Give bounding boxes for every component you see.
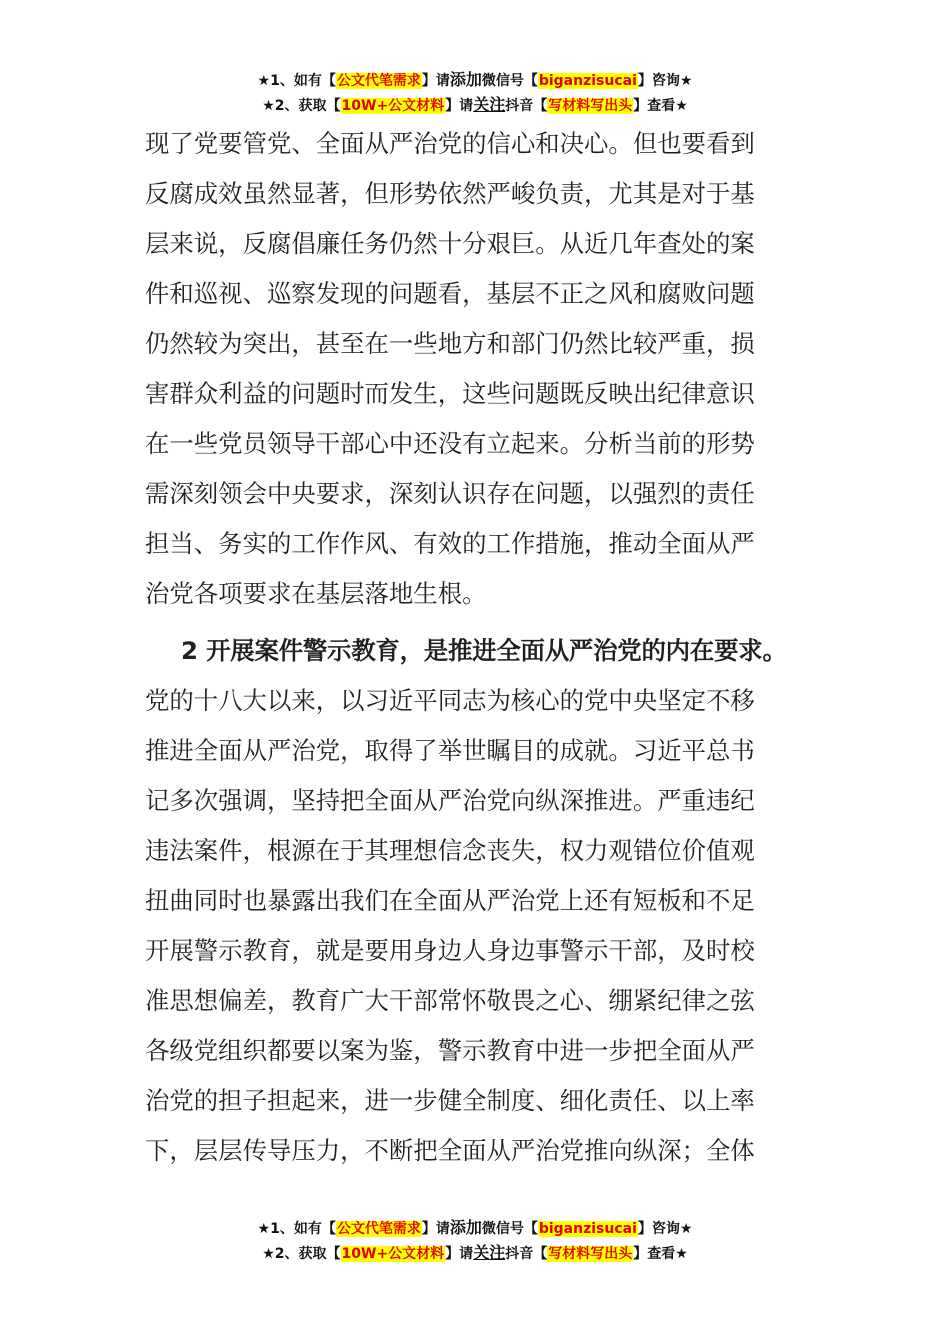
header-emphasis-add: 添加	[449, 70, 482, 89]
paragraph-2-line: 违法案件，根源在于其理想信念丧失，权力观错位价值观	[145, 836, 755, 865]
header-highlight-wechat-id: biganzisucai	[538, 73, 637, 89]
paragraph-2-line: 各级党组织都要以案为鉴，警示教育中进一步把全面从严	[145, 1036, 755, 1065]
footer-highlight-ghostwriting: 公文代笔需求	[336, 1221, 421, 1237]
footer-line-1-text-a: 】请	[421, 1221, 450, 1237]
footer-emphasis-follow: 关注	[473, 1243, 506, 1262]
header-banner	[0, 68, 950, 118]
footer-banner	[0, 1216, 950, 1266]
paragraph-1-line: 治党各项要求在基层落地生根。	[145, 579, 487, 608]
paragraph-1-line: 件和巡视、巡察发现的问题看，基层不正之风和腐败问题	[145, 279, 755, 308]
paragraph-1-line: 担当、务实的工作作风、有效的工作措施，推动全面从严	[145, 529, 755, 558]
footer-emphasis-add: 添加	[449, 1218, 482, 1237]
footer-line-1	[0, 1216, 950, 1241]
paragraph-2-line: 推进全面从严治党，取得了举世瞩目的成就。习近平总书	[145, 736, 755, 765]
paragraph-1-line: 在一些党员领导干部心中还没有立起来。分析当前的形势	[145, 429, 755, 458]
footer-line-2-prefix: ★2、获取【	[262, 1246, 341, 1262]
header-highlight-ghostwriting: 公文代笔需求	[336, 73, 421, 89]
paragraph-2-line: 开展警示教育，就是要用身边人身边事警示干部，及时校	[145, 936, 755, 965]
paragraph-1-line: 需深刻领会中央要求，深刻认识存在问题，以强烈的责任	[145, 479, 755, 508]
header-line-1-text-a: 】请	[421, 73, 450, 89]
header-line-2-suffix: 】查看★	[633, 98, 688, 114]
paragraph-2-line: 记多次强调，坚持把全面从严治党向纵深推进。严重违纪	[145, 786, 755, 815]
footer-line-2-suffix: 】查看★	[633, 1246, 688, 1262]
paragraph-2-line: 准思想偏差，教育广大干部常怀敬畏之心、绷紧纪律之弦	[145, 986, 755, 1015]
header-line-2-prefix: ★2、获取【	[262, 98, 341, 114]
paragraph-1-line: 害群众利益的问题时而发生，这些问题既反映出纪律意识	[145, 379, 755, 408]
paragraph-2-line: 治党的担子担起来，进一步健全制度、细化责任、以上率	[145, 1086, 755, 1115]
footer-line-2-text-a: 】请	[445, 1246, 474, 1262]
paragraph-1-line: 层来说，反腐倡廉任务仍然十分艰巨。从近几年查处的案	[145, 229, 755, 258]
footer-line-1-text-b: 微信号【	[481, 1221, 538, 1237]
footer-highlight-douyin-account: 写材料写出头	[548, 1246, 633, 1262]
footer-highlight-materials: 10W+公文材料	[341, 1246, 445, 1262]
header-highlight-materials: 10W+公文材料	[341, 98, 445, 114]
footer-line-1-prefix: ★1、如有【	[257, 1221, 336, 1237]
paragraph-2-line: 党的十八大以来，以习近平同志为核心的党中央坚定不移	[145, 686, 755, 715]
paragraph-2-line: 扭曲同时也暴露出我们在全面从严治党上还有短板和不足	[145, 886, 755, 915]
paragraph-2	[145, 626, 825, 1176]
header-line-2-text-b: 抖音【	[505, 98, 548, 114]
header-line-1-prefix: ★1、如有【	[257, 73, 336, 89]
paragraph-1-line: 反腐成效虽然显著，但形势依然严峻负责，尤其是对于基	[145, 179, 755, 208]
footer-line-2-text-b: 抖音【	[505, 1246, 548, 1262]
footer-line-2	[0, 1241, 950, 1266]
header-line-1-suffix: 】咨询★	[637, 73, 693, 89]
header-line-1	[0, 68, 950, 93]
header-line-2-text-a: 】请	[445, 98, 474, 114]
paragraph-1-line: 现了党要管党、全面从严治党的信心和决心。但也要看到	[145, 129, 755, 158]
paragraph-1-line: 仍然较为突出，甚至在一些地方和部门仍然比较严重，损	[145, 329, 755, 358]
paragraph-2-line: 下，层层传导压力，不断把全面从严治党推向纵深；全体	[145, 1136, 755, 1165]
header-line-1-text-b: 微信号【	[481, 73, 538, 89]
section-heading-2: 2 开展案件警示教育，是推进全面从严治党的内在要求。	[181, 636, 787, 665]
footer-line-1-suffix: 】咨询★	[637, 1221, 693, 1237]
header-line-2	[0, 93, 950, 118]
header-emphasis-follow: 关注	[473, 95, 506, 114]
header-highlight-douyin-account: 写材料写出头	[548, 98, 633, 114]
footer-highlight-wechat-id: biganzisucai	[538, 1221, 637, 1237]
paragraph-1	[145, 119, 825, 619]
